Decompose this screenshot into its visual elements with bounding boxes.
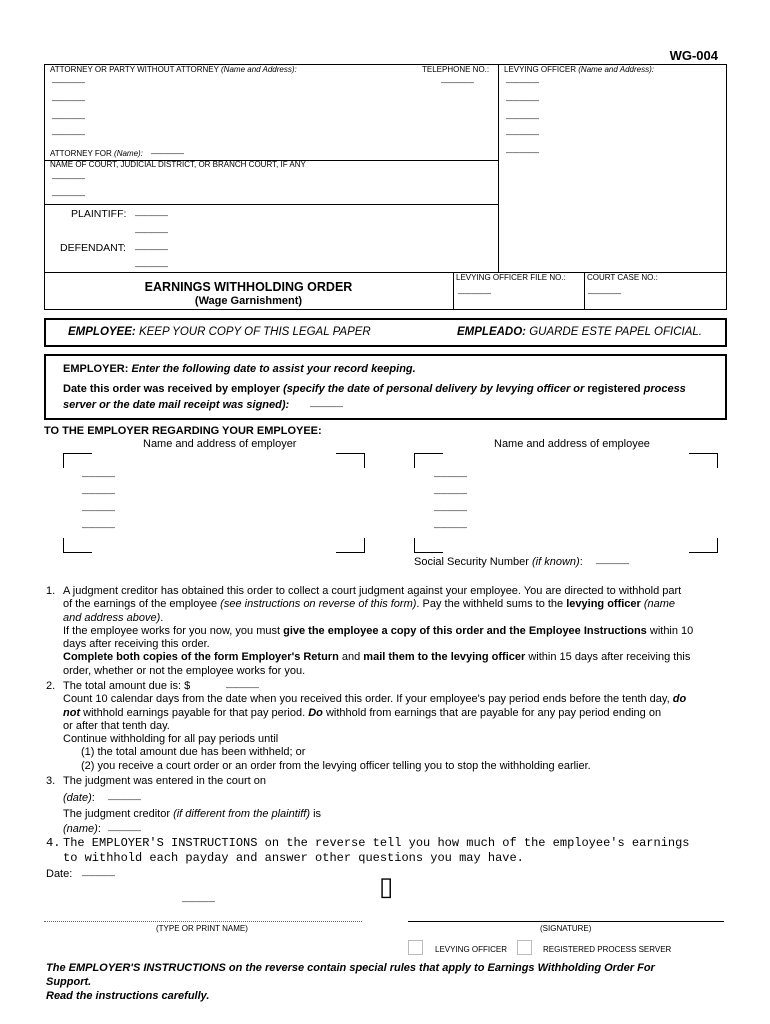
- employee-corner-br: [689, 538, 718, 553]
- court-line-1[interactable]: _____: [52, 170, 86, 182]
- employer-addr-line-1[interactable]: _____: [82, 468, 116, 480]
- form-subtitle: (Wage Garnishment): [194, 295, 303, 307]
- court-case-label: COURT CASE NO.:: [587, 273, 658, 282]
- plaintiff-label: PLAINTIFF:: [71, 208, 127, 220]
- title-vline: [453, 272, 454, 310]
- levying-file-label: LEVYING OFFICER FILE NO.:: [456, 273, 566, 282]
- employer-addr-line-2[interactable]: _____: [82, 485, 116, 497]
- date-label: Date:: [46, 868, 73, 880]
- employer-corner-tl: [63, 453, 92, 468]
- attorney-line-2[interactable]: _____: [52, 92, 86, 104]
- levying-line-3[interactable]: _____: [506, 110, 540, 122]
- judgment-date-label: (date):: [63, 792, 95, 804]
- item-2-text: The total amount due is: $ Count 10 calendar days from the date when you received this order. If your employee's pay period ends before the tenth day, do not withhold earnings payable for that pay period. Do withhold from earnings that are payable for any pay period ending on or after that tenth day. Continue withholding for all pay periods until (1) the total amount due has been withheld; or (2) you receive a court order or an order from the levying officer telling you to stop the withholding earlier.: [63, 680, 687, 772]
- signature-line: [408, 921, 724, 922]
- court-line-2[interactable]: _____: [52, 187, 86, 199]
- parties-hline: [44, 204, 499, 205]
- creditor-name-label: (name):: [63, 823, 101, 835]
- ssn-label: Social Security Number (if known):: [414, 556, 583, 568]
- employee-corner-bl: [414, 538, 443, 553]
- levying-line-2[interactable]: _____: [506, 92, 540, 104]
- footer-note: The EMPLOYER'S INSTRUCTIONS on the reverse contain special rules that apply to Earnings Withholding Order For Support. Read the instructions carefully.: [46, 962, 655, 1002]
- plaintiff-field-1[interactable]: _____: [135, 207, 169, 219]
- ssn-field[interactable]: _____: [596, 555, 630, 567]
- employee-addr-line-4[interactable]: _____: [434, 519, 468, 531]
- defendant-field-2[interactable]: _____: [135, 258, 169, 270]
- levying-line-1[interactable]: _____: [506, 74, 540, 86]
- attorney-line-4[interactable]: _____: [52, 126, 86, 138]
- item-2-number: 2.: [46, 680, 56, 692]
- signature-placeholder-icon: ▯: [379, 871, 394, 901]
- date-received-field[interactable]: _____: [310, 398, 344, 410]
- employee-notice: EMPLOYEE: KEEP YOUR COPY OF THIS LEGAL PAPER: [68, 326, 371, 338]
- item-1-number: 1.: [46, 585, 56, 597]
- print-name-line: [44, 921, 362, 922]
- employee-addr-line-2[interactable]: _____: [434, 485, 468, 497]
- to-employer-heading: TO THE EMPLOYER REGARDING YOUR EMPLOYEE:: [44, 425, 322, 437]
- attorney-line-1[interactable]: _____: [52, 74, 86, 86]
- item-1-text: A judgment creditor has obtained this order to collect a court judgment against your employee. You are directed to withhold part of the earnings of the employee (see instructions on reverse of this form). Pay the withheld sums to the levying officer (name and address above). If the employee works for you now, you must give the employee a copy of this order and the Employee Instructions within 10 days after receiving this order. Complete both copies of the form Employer's Return and mail them to the levying officer within 15 days after receiving this order, whether or not the employee works for you.: [63, 585, 694, 677]
- plaintiff-field-2[interactable]: _____: [135, 224, 169, 236]
- levying-line-5[interactable]: _____: [506, 144, 540, 156]
- print-name-field[interactable]: _____: [182, 893, 216, 905]
- attorney-for-label: ATTORNEY FOR (Name):: [50, 149, 143, 158]
- judgment-date-field[interactable]: _____: [108, 791, 142, 803]
- employer-corner-bl: [63, 538, 92, 553]
- employee-addr-line-1[interactable]: _____: [434, 468, 468, 480]
- date-field[interactable]: _____: [82, 867, 116, 879]
- creditor-label: The judgment creditor (if different from the plaintiff) is: [63, 808, 322, 820]
- levying-officer-label: LEVYING OFFICER (Name and Address):: [504, 65, 654, 74]
- signature-caption: (SIGNATURE): [540, 924, 592, 933]
- process-server-checkbox[interactable]: [517, 940, 532, 955]
- date-received-label: Date this order was received by employer (specify the date of personal delivery by levying officer or registered process: [63, 383, 686, 395]
- employer-corner-tr: [336, 453, 365, 468]
- item-4-number: 4.: [46, 836, 61, 850]
- employee-address-label: Name and address of employee: [494, 438, 650, 450]
- levying-file-field[interactable]: _____: [458, 285, 492, 297]
- employee-corner-tl: [414, 453, 443, 468]
- telephone-field[interactable]: _____: [441, 74, 475, 86]
- defendant-field-1[interactable]: _____: [135, 241, 169, 253]
- employer-corner-br: [336, 538, 365, 553]
- employee-addr-line-3[interactable]: _____: [434, 502, 468, 514]
- employer-instruction: EMPLOYER: Enter the following date to assist your record keeping.: [63, 363, 416, 375]
- empleado-notice: EMPLEADO: GUARDE ESTE PAPEL OFICIAL.: [457, 326, 702, 338]
- form-title: EARNINGS WITHHOLDING ORDER: [144, 280, 353, 294]
- employer-addr-line-3[interactable]: _____: [82, 502, 116, 514]
- defendant-label: DEFENDANT:: [60, 242, 126, 254]
- court-case-field[interactable]: _____: [588, 285, 622, 297]
- levying-line-4[interactable]: _____: [506, 126, 540, 138]
- form-id: WG-004: [669, 48, 718, 63]
- date-received-label-2: server or the date mail receipt was signed):: [63, 399, 290, 411]
- levying-officer-option: LEVYING OFFICER: [435, 945, 508, 954]
- item-3-number: 3.: [46, 775, 56, 787]
- employee-corner-tr: [689, 453, 718, 468]
- total-amount-field[interactable]: _____: [226, 679, 260, 691]
- process-server-option: REGISTERED PROCESS SERVER: [543, 945, 672, 954]
- attorney-for-field[interactable]: _____: [151, 145, 185, 157]
- creditor-name-field[interactable]: _____: [108, 822, 142, 834]
- levying-officer-checkbox[interactable]: [408, 940, 423, 955]
- employer-addr-line-4[interactable]: _____: [82, 519, 116, 531]
- court-label: NAME OF COURT, JUDICIAL DISTRICT, OR BRANCH COURT, IF ANY: [50, 160, 306, 169]
- header-vline: [498, 64, 499, 272]
- print-name-caption: (TYPE OR PRINT NAME): [156, 924, 248, 933]
- employer-address-label: Name and address of employer: [143, 438, 297, 450]
- item-3-text: The judgment was entered in the court on: [63, 775, 267, 787]
- attorney-label: ATTORNEY OR PARTY WITHOUT ATTORNEY (Name and Address):: [50, 65, 297, 74]
- case-vline: [584, 272, 585, 310]
- attorney-line-3[interactable]: _____: [52, 110, 86, 122]
- item-4-text: The EMPLOYER'S INSTRUCTIONS on the reverse tell you how much of the employee's earnings to withhold each payday and answer other questions you may have.: [63, 836, 690, 865]
- telephone-label: TELEPHONE NO.:: [422, 65, 490, 74]
